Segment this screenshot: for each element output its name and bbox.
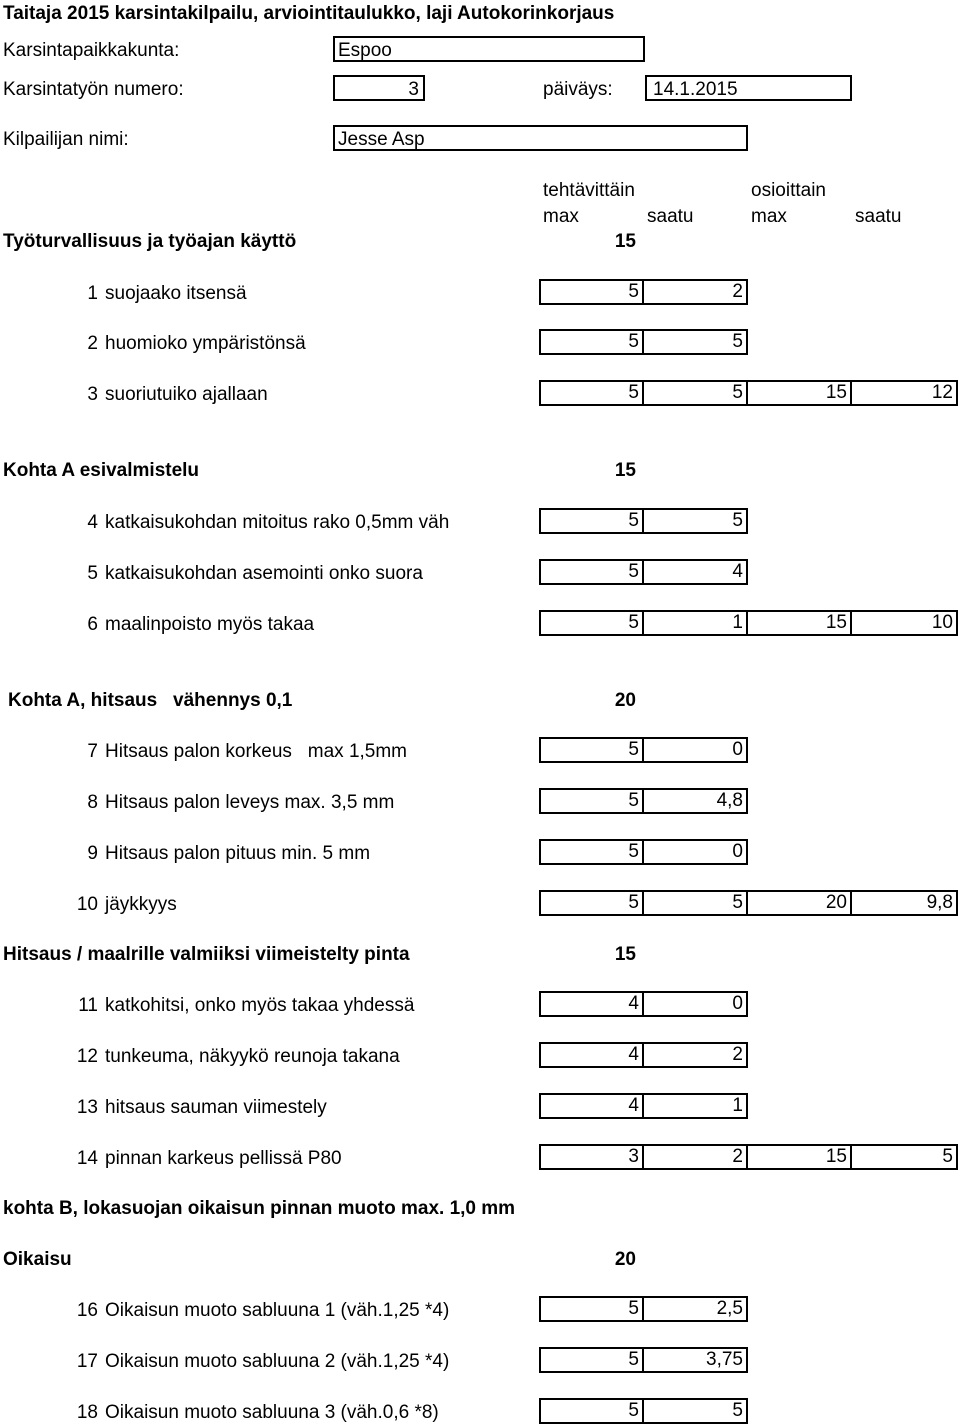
row-label: katkaisukohdan asemointi onko suora <box>105 563 423 584</box>
page-title: Taitaja 2015 karsintakilpailu, arviointitaulukko, laji Autokorinkorjaus <box>3 3 615 24</box>
work-number-value: 3 <box>408 79 419 100</box>
row-label: suojaako itsensä <box>105 283 247 304</box>
row-number: 7 <box>87 741 98 762</box>
section-saatu-cell[interactable]: 5 <box>852 1144 958 1170</box>
score-saatu-cell[interactable]: 5 <box>644 890 748 916</box>
score-max-cell[interactable]: 5 <box>539 559 644 585</box>
row-label: maalinpoisto myös takaa <box>105 614 315 635</box>
row-number: 11 <box>78 995 98 1016</box>
score-saatu-cell[interactable]: 2 <box>644 1042 748 1068</box>
section-max: 20 <box>614 1249 636 1270</box>
date-label: päiväys: <box>543 79 613 100</box>
column-group-tasks: tehtävittäin <box>543 180 635 201</box>
row-number: 2 <box>87 333 98 354</box>
column-saatu-sections: saatu <box>855 206 902 227</box>
score-saatu-cell[interactable]: 0 <box>644 737 748 763</box>
name-field[interactable] <box>333 125 748 151</box>
score-max-cell[interactable]: 5 <box>539 508 644 534</box>
score-saatu-cell[interactable]: 1 <box>644 610 748 636</box>
row-number: 8 <box>87 792 98 813</box>
row-label: Hitsaus palon korkeus max 1,5mm <box>105 741 408 762</box>
section-max: 20 <box>614 690 636 711</box>
section-max-cell[interactable]: 20 <box>748 890 852 916</box>
part-b-title: kohta B, lokasuojan oikaisun pinnan muoto max. 1,0 mm <box>3 1198 516 1219</box>
score-max-cell[interactable]: 5 <box>539 1347 644 1373</box>
row-number: 14 <box>76 1148 98 1169</box>
score-saatu-cell[interactable]: 3,75 <box>644 1347 748 1373</box>
score-max-cell[interactable]: 5 <box>539 1296 644 1322</box>
work-number-field[interactable] <box>333 75 425 101</box>
score-max-cell[interactable]: 5 <box>539 279 644 305</box>
score-saatu-cell[interactable]: 0 <box>644 991 748 1017</box>
score-max-cell[interactable]: 4 <box>539 1093 644 1119</box>
section-saatu-cell[interactable]: 9,8 <box>852 890 958 916</box>
row-label: hitsaus sauman viimestely <box>105 1097 327 1118</box>
score-max-cell[interactable]: 4 <box>539 1042 644 1068</box>
column-saatu-tasks: saatu <box>647 206 694 227</box>
row-label: pinnan karkeus pellissä P80 <box>105 1148 342 1169</box>
row-label: Oikaisun muoto sabluuna 3 (väh.0,6 *8) <box>105 1402 439 1423</box>
score-saatu-cell[interactable]: 2 <box>644 279 748 305</box>
section-saatu-cell[interactable]: 12 <box>852 380 958 406</box>
row-number: 5 <box>87 563 98 584</box>
section-saatu-cell[interactable]: 10 <box>852 610 958 636</box>
score-saatu-cell[interactable]: 0 <box>644 839 748 865</box>
section-title: Kohta A, hitsaus vähennys 0,1 <box>8 690 293 711</box>
row-label: katkohitsi, onko myös takaa yhdessä <box>105 995 415 1016</box>
section-max: 15 <box>614 231 636 252</box>
score-max-cell[interactable]: 5 <box>539 788 644 814</box>
row-number: 18 <box>76 1402 98 1423</box>
score-saatu-cell[interactable]: 2 <box>644 1144 748 1170</box>
date-field[interactable] <box>645 75 852 101</box>
section-title: Oikaisu <box>3 1249 72 1270</box>
score-max-cell[interactable]: 5 <box>539 1398 644 1424</box>
row-label: Hitsaus palon pituus min. 5 mm <box>105 843 371 864</box>
section-title: Hitsaus / maalrille valmiiksi viimeistelty pinta <box>3 944 410 965</box>
row-number: 17 <box>76 1351 98 1372</box>
section-max: 15 <box>614 460 636 481</box>
score-max-cell[interactable]: 5 <box>539 610 644 636</box>
row-number: 9 <box>87 843 98 864</box>
name-label: Kilpailijan nimi: <box>3 129 129 150</box>
section-max: 15 <box>614 944 636 965</box>
row-label: tunkeuma, näkyykö reunoja takana <box>105 1046 400 1067</box>
score-saatu-cell[interactable]: 5 <box>644 329 748 355</box>
row-label: jäykkyys <box>105 894 177 915</box>
place-label: Karsintapaikkakunta: <box>3 40 180 61</box>
row-number: 16 <box>76 1300 98 1321</box>
score-max-cell[interactable]: 5 <box>539 380 644 406</box>
place-value: Espoo <box>338 40 392 61</box>
row-label: Hitsaus palon leveys max. 3,5 mm <box>105 792 395 813</box>
score-max-cell[interactable]: 5 <box>539 737 644 763</box>
work-number-label: Karsintatyön numero: <box>3 79 184 100</box>
row-number: 3 <box>87 384 98 405</box>
place-field[interactable] <box>333 36 645 62</box>
section-max-cell[interactable]: 15 <box>748 1144 852 1170</box>
score-max-cell[interactable]: 5 <box>539 839 644 865</box>
section-title: Työturvallisuus ja työajan käyttö <box>3 231 297 252</box>
row-number: 4 <box>87 512 98 533</box>
score-saatu-cell[interactable]: 1 <box>644 1093 748 1119</box>
date-value: 14.1.2015 <box>653 79 738 100</box>
row-label: katkaisukohdan mitoitus rako 0,5mm väh <box>105 512 450 533</box>
column-group-sections: osioittain <box>751 180 826 201</box>
row-number: 6 <box>87 614 98 635</box>
score-saatu-cell[interactable]: 4 <box>644 559 748 585</box>
row-number: 1 <box>87 283 98 304</box>
row-label: Oikaisun muoto sabluuna 2 (väh.1,25 *4) <box>105 1351 450 1372</box>
score-saatu-cell[interactable]: 2,5 <box>644 1296 748 1322</box>
score-max-cell[interactable]: 4 <box>539 991 644 1017</box>
row-label: huomioko ympäristönsä <box>105 333 306 354</box>
score-max-cell[interactable]: 5 <box>539 890 644 916</box>
column-max-sections: max <box>751 206 787 227</box>
row-number: 13 <box>76 1097 98 1118</box>
row-label: Oikaisun muoto sabluuna 1 (väh.1,25 *4) <box>105 1300 450 1321</box>
score-max-cell[interactable]: 3 <box>539 1144 644 1170</box>
name-value: Jesse Asp <box>338 129 425 150</box>
section-max-cell[interactable]: 15 <box>748 380 852 406</box>
score-saatu-cell[interactable]: 4,8 <box>644 788 748 814</box>
score-max-cell[interactable]: 5 <box>539 329 644 355</box>
row-number: 12 <box>76 1046 98 1067</box>
score-saatu-cell[interactable]: 5 <box>644 1398 748 1424</box>
score-saatu-cell[interactable]: 5 <box>644 380 748 406</box>
row-label: suoriutuiko ajallaan <box>105 384 268 405</box>
score-saatu-cell[interactable]: 5 <box>644 508 748 534</box>
row-number: 10 <box>76 894 98 915</box>
section-max-cell[interactable]: 15 <box>748 610 852 636</box>
column-max-tasks: max <box>543 206 579 227</box>
section-title: Kohta A esivalmistelu <box>3 460 200 481</box>
